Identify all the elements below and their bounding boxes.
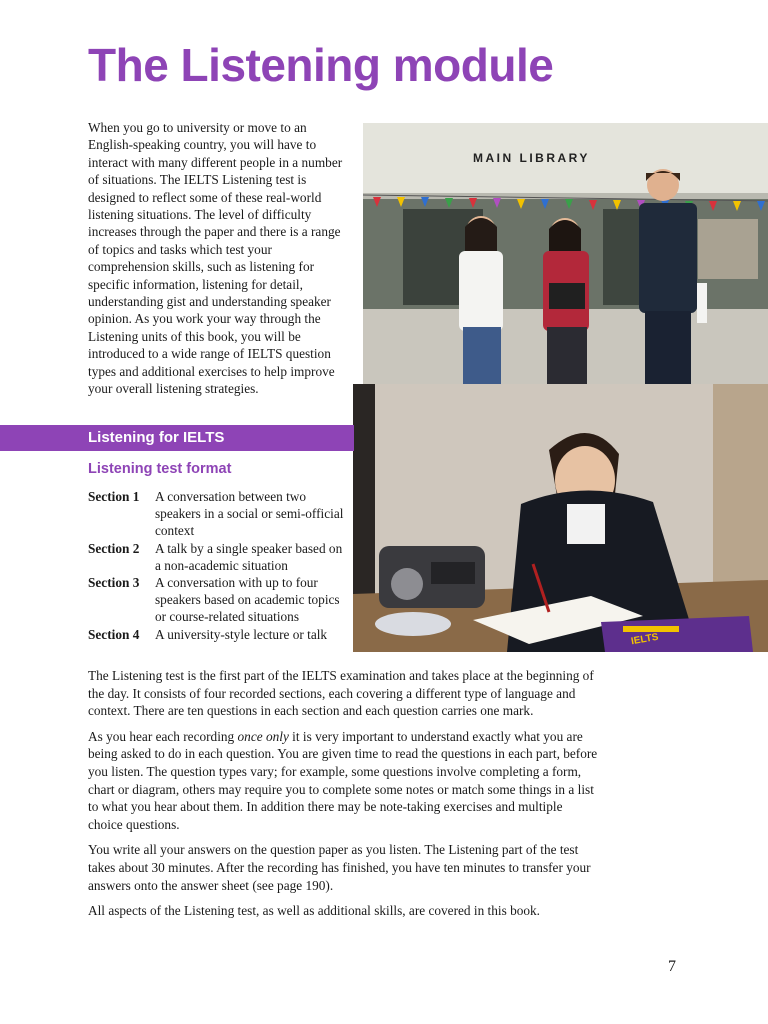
- list-item: [88, 626, 350, 643]
- body-text: [88, 667, 600, 928]
- body-text-span: it is very important to understand exactly what you are being asked to do in each question. You are given time to read the questions in each part, before you listen. The question types vary; for example, some questions involve completing a form, chart or diagram, others may require you to complete some notes or match some things in a list to what you hear about them. In addition there may be note-taking exercises and multiple choice questions.: [88, 728, 598, 832]
- section-label: Section 2: [88, 540, 140, 556]
- emphasis-text: once only: [237, 728, 289, 744]
- body-paragraph: The Listening test is the first part of the IELTS examination and takes place at the beginning of the day. It consists of four recorded sections, each covering a different type of language and context. There are ten questions in each section and each question carries one mark.: [88, 668, 594, 719]
- section-description: A talk by a single speaker based on a non-academic situation: [155, 540, 343, 573]
- list-item: [88, 574, 350, 626]
- list-item: [88, 488, 350, 540]
- student-studying-photo: [353, 384, 768, 652]
- test-format-list: [88, 488, 350, 643]
- page-number: 7: [668, 958, 676, 975]
- list-item: [88, 540, 350, 574]
- section-label: Section 1: [88, 489, 140, 504]
- body-paragraph: [88, 728, 600, 834]
- banner-heading: Listening for IELTS: [88, 429, 225, 446]
- section-banner: [0, 425, 354, 451]
- main-library-sign: MAIN LIBRARY: [473, 151, 590, 165]
- section-description: A conversation between two speakers in a social or semi-official context: [155, 489, 344, 539]
- subheading: Listening test format: [88, 461, 232, 477]
- section-description: A conversation with up to four speakers based on academic topics or course-related situations: [155, 575, 340, 625]
- ielts-book-label: IELTS: [630, 631, 660, 648]
- body-paragraph: You write all your answers on the question paper as you listen. The Listening part of the test takes about 30 minutes. After the recording has finished, you have ten minutes to transfer your answers onto the answer sheet (see page 190).: [88, 842, 591, 893]
- section-label: Section 4: [88, 626, 140, 642]
- section-label: Section 3: [88, 575, 140, 591]
- intro-paragraph: When you go to university or move to an English-speaking country, you will have to interact with many different people in a number of situations. The IELTS Listening test is designed to reflect some of these real-world listening situations. The level of difficulty increases through the paper and there is a range of topics and tasks which test your comprehension skills, such as listening for specific information, listening for detail, understanding gist and understanding speaker opinion. As you work your way through the Listening units of this book, you will be introduced to a wide range of IELTS question types and additional exercises to help improve your overall listening strategies.: [88, 120, 343, 397]
- library-students-photo: [363, 123, 768, 384]
- body-text-span: As you hear each recording: [88, 728, 238, 744]
- page-title: The Listening module: [88, 39, 554, 91]
- section-description: A university-style lecture or talk: [155, 626, 328, 642]
- body-paragraph: All aspects of the Listening test, as well as additional skills, are covered in this book.: [88, 903, 540, 919]
